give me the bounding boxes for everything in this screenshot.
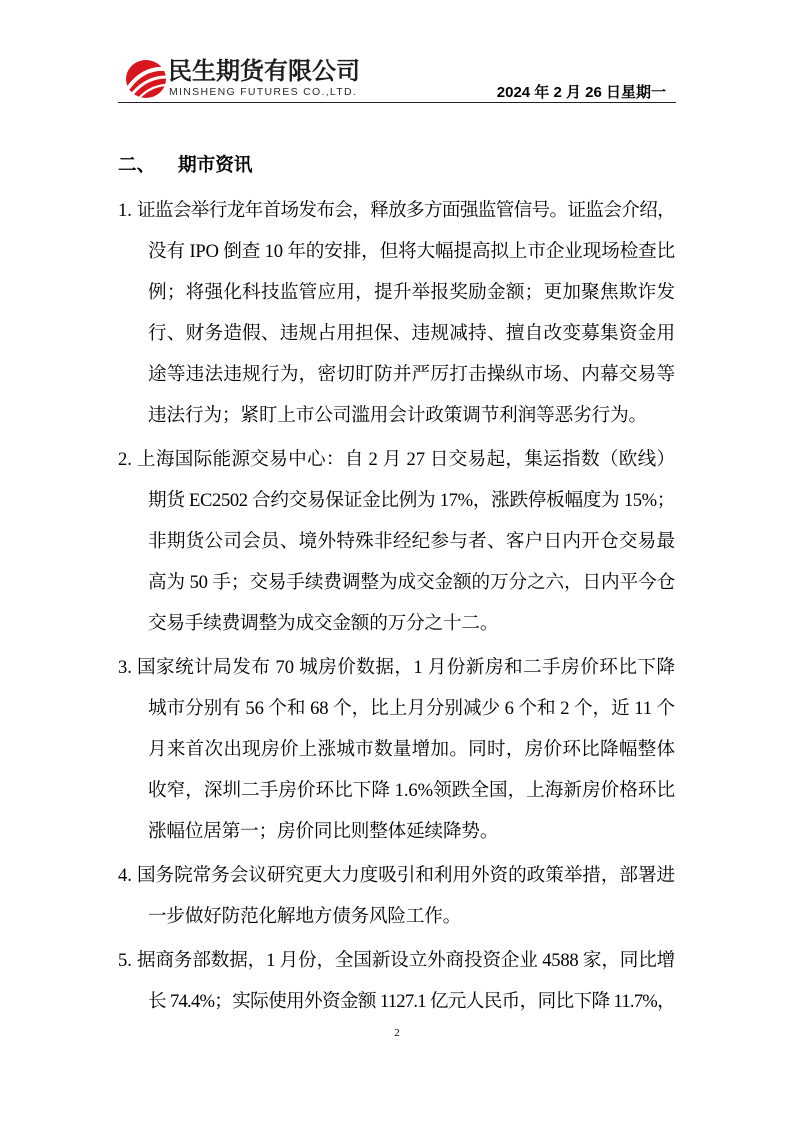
news-item-1	[118, 190, 675, 436]
item-number: 5.	[118, 949, 132, 971]
item-number: 1.	[118, 199, 132, 221]
item-line: 例；将强化科技监管应用，提升举报奖励金额；更加聚焦欺诈发	[148, 281, 675, 303]
company-name-cn: 民生期货有限公司	[168, 57, 360, 85]
section-number: 二、	[118, 154, 156, 176]
item-first-line	[118, 190, 675, 231]
news-item-5	[118, 940, 675, 1022]
item-line: 途等违法违规行为，密切盯防并严厉打击操纵市场、内幕交易等	[148, 363, 675, 385]
page-number: 2	[394, 1027, 400, 1039]
item-line: 涨幅位居第一；房价同比则整体延续降势。	[148, 820, 499, 842]
section-title: 期市资讯	[178, 154, 253, 176]
item-number: 4.	[118, 864, 132, 886]
item-first-line	[118, 855, 675, 896]
item-number: 2.	[118, 448, 132, 470]
item-line: 长 74.4%；实际使用外资金额 1127.1 亿元人民币，同比下降 11.7%，	[148, 990, 675, 1012]
item-line: 收窄，深圳二手房价环比下降 1.6%领跌全国，上海新房价格环比	[148, 779, 675, 801]
news-item-3	[118, 647, 675, 852]
item-line: 国家统计局发布 70 城房价数据，1 月份新房和二手房价环比下降	[137, 656, 675, 678]
item-line: 交易手续费调整为成交金额的万分之十二。	[148, 612, 499, 634]
item-line: 高为 50 手；交易手续费调整为成交金额的万分之六，日内平今仓	[148, 571, 675, 593]
item-line: 城市分别有 56 个和 68 个，比上月分别减少 6 个和 2 个，近 11 个	[148, 697, 675, 719]
item-first-line	[118, 439, 675, 480]
header-rule	[118, 102, 676, 103]
item-line: 非期货公司会员、境外特殊非经纪参与者、客户日内开仓交易最	[148, 530, 675, 552]
item-line: 没有 IPO 倒查 10 年的安排，但将大幅提高拟上市企业现场检查比	[148, 240, 675, 262]
item-line: 行、财务造假、违规占用担保、违规减持、擅自改变募集资金用	[148, 322, 675, 344]
item-number: 3.	[118, 656, 132, 678]
item-line: 据商务部数据，1 月份，全国新设立外商投资企业 4588 家，同比增	[137, 949, 675, 971]
news-item-2	[118, 439, 675, 644]
minsheng-logo-icon	[124, 56, 168, 100]
news-item-4	[118, 855, 675, 937]
item-first-line	[118, 940, 675, 981]
news-section	[118, 145, 675, 1022]
item-first-line	[118, 647, 675, 688]
item-line: 一步做好防范化解地方债务风险工作。	[148, 905, 462, 927]
item-line: 期货 EC2502 合约交易保证金比例为 17%，涨跌停板幅度为 15%；	[148, 489, 675, 511]
section-heading	[118, 145, 675, 186]
report-date: 2024 年 2 月 26 日星期一	[496, 84, 666, 101]
item-line: 证监会举行龙年首场发布会，释放多方面强监管信号。证监会介绍，	[137, 199, 675, 221]
item-line: 月来首次出现房价上涨城市数量增加。同时，房价环比降幅整体	[148, 738, 675, 760]
item-line: 国务院常务会议研究更大力度吸引和利用外资的政策举措，部署进	[137, 864, 675, 886]
item-line: 违法行为；紧盯上市公司滥用会计政策调节利润等恶劣行为。	[148, 404, 648, 426]
company-name-en: MINSHENG FUTURES CO.,LTD.	[169, 86, 358, 98]
item-line: 上海国际能源交易中心：自 2 月 27 日交易起，集运指数（欧线）	[137, 448, 675, 470]
